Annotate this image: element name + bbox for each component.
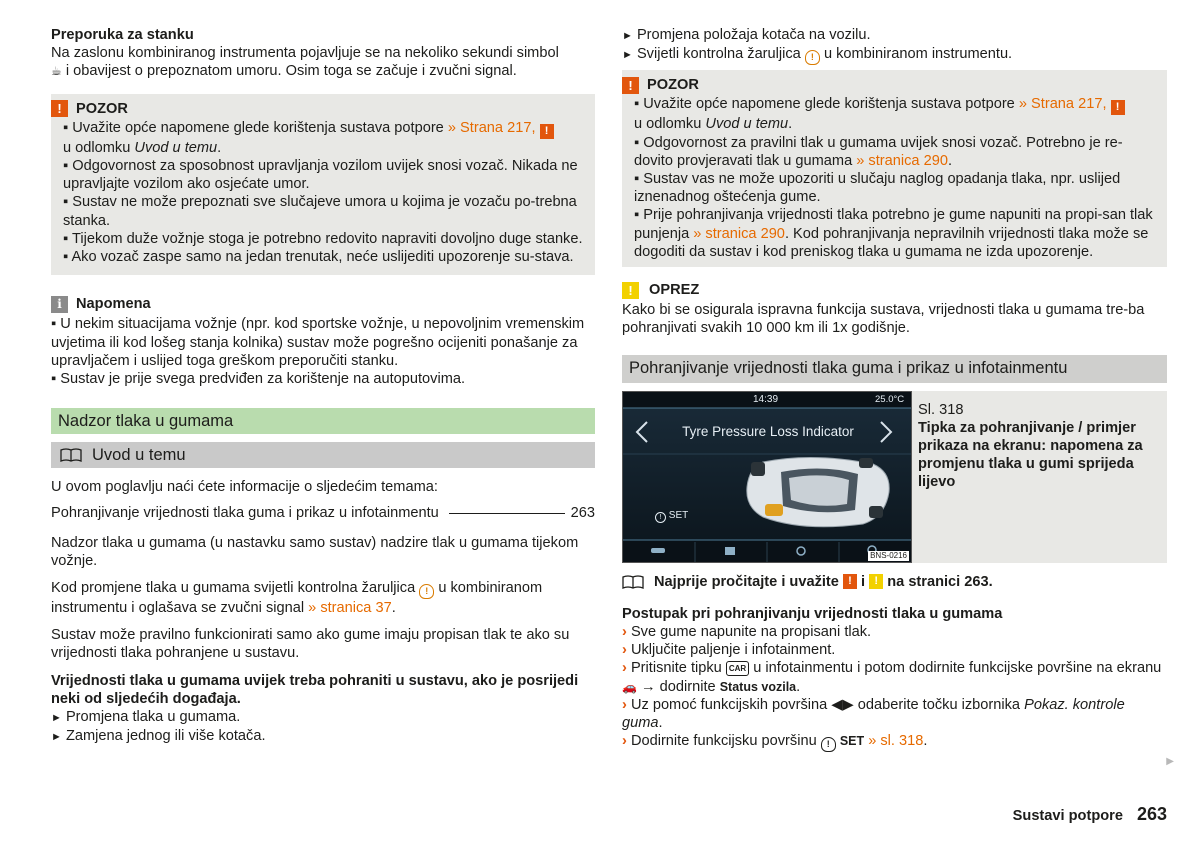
tyre-pressure-icon: ! <box>655 512 666 523</box>
pozor-item: ▪ Odgovornost za sposobnost upravljanja vozilom uvijek snosi vozač. Nikada ne upravljajte vozilom ako osjećate umor. <box>63 158 578 193</box>
oprez-box <box>622 281 1167 338</box>
oprez-heading: ! OPREZ <box>622 281 1167 299</box>
caution-icon: ! <box>622 282 639 299</box>
screen-title: Tyre Pressure Loss Indicator <box>682 423 854 439</box>
temperature-display: 25.0°C <box>875 393 905 405</box>
pozor-item: ▪ Tijekom duže vožnje stoga je potrebno redovito napraviti dovoljno duge stanke. <box>63 230 583 247</box>
page-link[interactable]: » stranica 37 <box>308 600 392 617</box>
procedure-step: › Sve gume napunite na propisani tlak. <box>622 624 872 641</box>
warning-icon: ! <box>843 574 857 589</box>
bold-paragraph: Vrijednosti tlaka u gumama uvijek treba pohraniti u sustavu, ako je posrijedi neki od sljedećih događaja. <box>51 672 579 707</box>
pozor-heading: ! POZOR <box>51 100 583 118</box>
napomena-box <box>51 295 595 388</box>
figure-number: Sl. 318 <box>918 401 964 418</box>
pozor-item: ▪ Ako vozač zaspe samo na jedan trenutak, neće uslijediti upozorenje su-stava. <box>63 249 574 266</box>
right-column <box>622 26 1167 752</box>
section-title: Nadzor tlaka u gumama <box>51 408 595 434</box>
pozor-item: ▪ Uvažite opće napomene glede korištenja sustava potpore » Strana 217, ! u odlomku Uvod u temu. <box>63 119 583 157</box>
pref-text: Na zaslonu kombiniranog instrumenta pojavljuje se na nekoliko sekundi simbol ☕ i obavijest o prepoznatom umoru. Osim toga se začuje i zvučni signal. <box>51 45 559 80</box>
caution-icon: ! <box>869 574 883 589</box>
warning-icon: ! <box>51 100 68 117</box>
coffee-cup-icon: ☕ <box>51 64 62 79</box>
page-footer <box>1013 805 1167 825</box>
list-item: ► Promjena tlaka u gumama. <box>51 709 241 726</box>
clock-display: 14:39 <box>753 393 779 405</box>
section-title: Pohranjivanje vrijednosti tlaka guma i prikaz u infotainmentu <box>622 355 1167 383</box>
list-item: ► Svijetli kontrolna žaruljica ! u kombiniranom instrumentu. <box>622 45 1167 65</box>
left-column <box>51 26 595 746</box>
book-icon <box>622 575 644 589</box>
pref-heading: Preporuka za stanku <box>51 27 194 43</box>
napomena-heading: i Napomena <box>51 295 595 313</box>
infotainment-screen <box>622 391 912 563</box>
car-tab-icon <box>651 548 665 553</box>
figure-link[interactable]: » sl. 318 <box>868 733 924 750</box>
book-icon <box>60 448 82 462</box>
napomena-item: ▪ U nekim situacijama vožnje (npr. kod sportske vožnje, u nepovoljnim vremenskim uvjetima ili kod lošeg stanja kolnika) sustav može pogrešno ocijeniti ponašanje za upravljačem i uslijed toga greškom preporučiti stanku. <box>51 316 585 369</box>
procedure-step: › Uključite paljenje i infotainment. <box>622 642 836 659</box>
paragraph: Sustav može pravilno funkcionirati samo ako gume imaju propisan tlak te ako su vrijednosti tlaka pohranjene u sustavu. <box>51 627 570 662</box>
paragraph: Nadzor tlaka u gumama (u nastavku samo sustav) nadzire tlak u gumama tijekom vožnje. <box>51 534 579 569</box>
pozor-item: ▪ Prije pohranjivanja vrijednosti tlaka potrebno je gume napuniti na propi-san tlak punjenja » stranica 290. Kod pohranjivanja nepravilnih vrijednosti tlaka može se dogoditi da sustav i kod preniskog tlaka u gumama ne izda upozorenje. <box>634 207 1153 260</box>
continue-arrow-icon: ▶ <box>1166 756 1174 767</box>
procedure-step: › Dodirnite funkcijsku površinu ! SET » sl. 318. <box>622 732 1167 752</box>
page-link[interactable]: » stranica 290 <box>693 225 785 242</box>
tyre-pressure-icon: ! <box>419 584 434 599</box>
info-icon: i <box>51 296 68 313</box>
page-link[interactable]: » stranica 290 <box>856 152 948 169</box>
pozor-item: ▪ Sustav vas ne može upozoriti u slučaju naglog opadanja tlaka, npr. uslijed iznenadnog oštećenja gume. <box>634 171 1121 206</box>
list-item: ► Zamjena jednog ili više kotača. <box>51 728 266 745</box>
toc-entry[interactable]: Pohranjivanje vrijednosti tlaka guma i prikaz u infotainmentu 263 <box>51 505 595 522</box>
pozor-item: ▪ Sustav ne može prepoznati sve slučajeve umora u kojima je vozaču po-trebna stanka. <box>63 194 577 229</box>
car-key-icon: CAR <box>726 661 749 676</box>
oprez-text: Kako bi se osigurala ispravna funkcija sustava, vrijednosti tlaka u gumama tre-ba pohranjivati svakih 10 000 km ili 1x godišnje. <box>622 302 1145 337</box>
procedure-step: › Uz pomoć funkcijskih površina ◀▶ odaberite točku izbornika Pokaz. kontrole guma. <box>622 696 1125 732</box>
pozor-item: ▪ Uvažite opće napomene glede korištenja sustava potpore » Strana 217, ! u odlomku Uvod u temu. <box>634 95 1155 133</box>
warning-icon: ! <box>1111 100 1125 115</box>
media-tab-icon <box>725 547 735 555</box>
paragraph: Kod promjene tlaka u gumama svijetli kontrolna žaruljica ! u kombiniranom instrumentu i oglašava se zvučni signal » stranica 37. <box>51 580 543 617</box>
figure <box>622 391 1167 563</box>
car-icon: 🚗 <box>622 679 637 694</box>
figure-caption <box>912 391 1167 563</box>
set-button[interactable]: ! SET <box>655 509 688 523</box>
tyre-pressure-icon: ! <box>821 737 836 752</box>
page-number: 263 <box>1136 803 1167 824</box>
procedure-step: › Pritisnite tipku CAR u infotainmentu i potom dodirnite funkcijske površine na ekranu 🚗 → dodirnite Status vozila. <box>622 660 1162 695</box>
car-illustration <box>747 457 889 526</box>
page-link[interactable]: » Strana 217, <box>1018 96 1107 113</box>
warning-icon: ! <box>622 77 639 94</box>
subsection-title: Uvod u temu <box>51 442 595 468</box>
pozor-heading: ! POZOR <box>622 76 1155 94</box>
figure-code: BNS-0216 <box>870 550 907 560</box>
pozor-item: ▪ Odgovornost za pravilni tlak u gumama uvijek snosi vozač. Potrebno je re-dovito provjeravati tlak u gumama » stranica 290. <box>634 134 1123 169</box>
footer-chapter: Sustavi potpore <box>1012 807 1123 824</box>
page-link[interactable]: » Strana 217, <box>447 119 536 136</box>
procedure-heading: Postupak pri pohranjivanju vrijednosti tlaka u gumama <box>622 605 1003 622</box>
tyre-pressure-icon: ! <box>805 50 820 65</box>
pozor-box <box>51 94 595 276</box>
read-first-note: Najprije pročitajte i uvažite ! i ! na stranici 263. <box>622 573 1167 591</box>
warning-icon: ! <box>540 124 554 139</box>
napomena-item: ▪ Sustav je prije svega predviđen za korištenje na autoputovima. <box>51 371 466 388</box>
pozor-box <box>622 70 1167 267</box>
list-item: ► Promjena položaja kotača na vozilu. <box>622 27 871 43</box>
intro-text: U ovom poglavlju naći ćete informacije o sljedećim temama: <box>51 479 438 496</box>
figure-caption-text: Tipka za pohranjivanje / primjer prikaza na ekranu: napomena za promjenu tlaka u gumi sprijeda lijevo <box>918 419 1143 491</box>
